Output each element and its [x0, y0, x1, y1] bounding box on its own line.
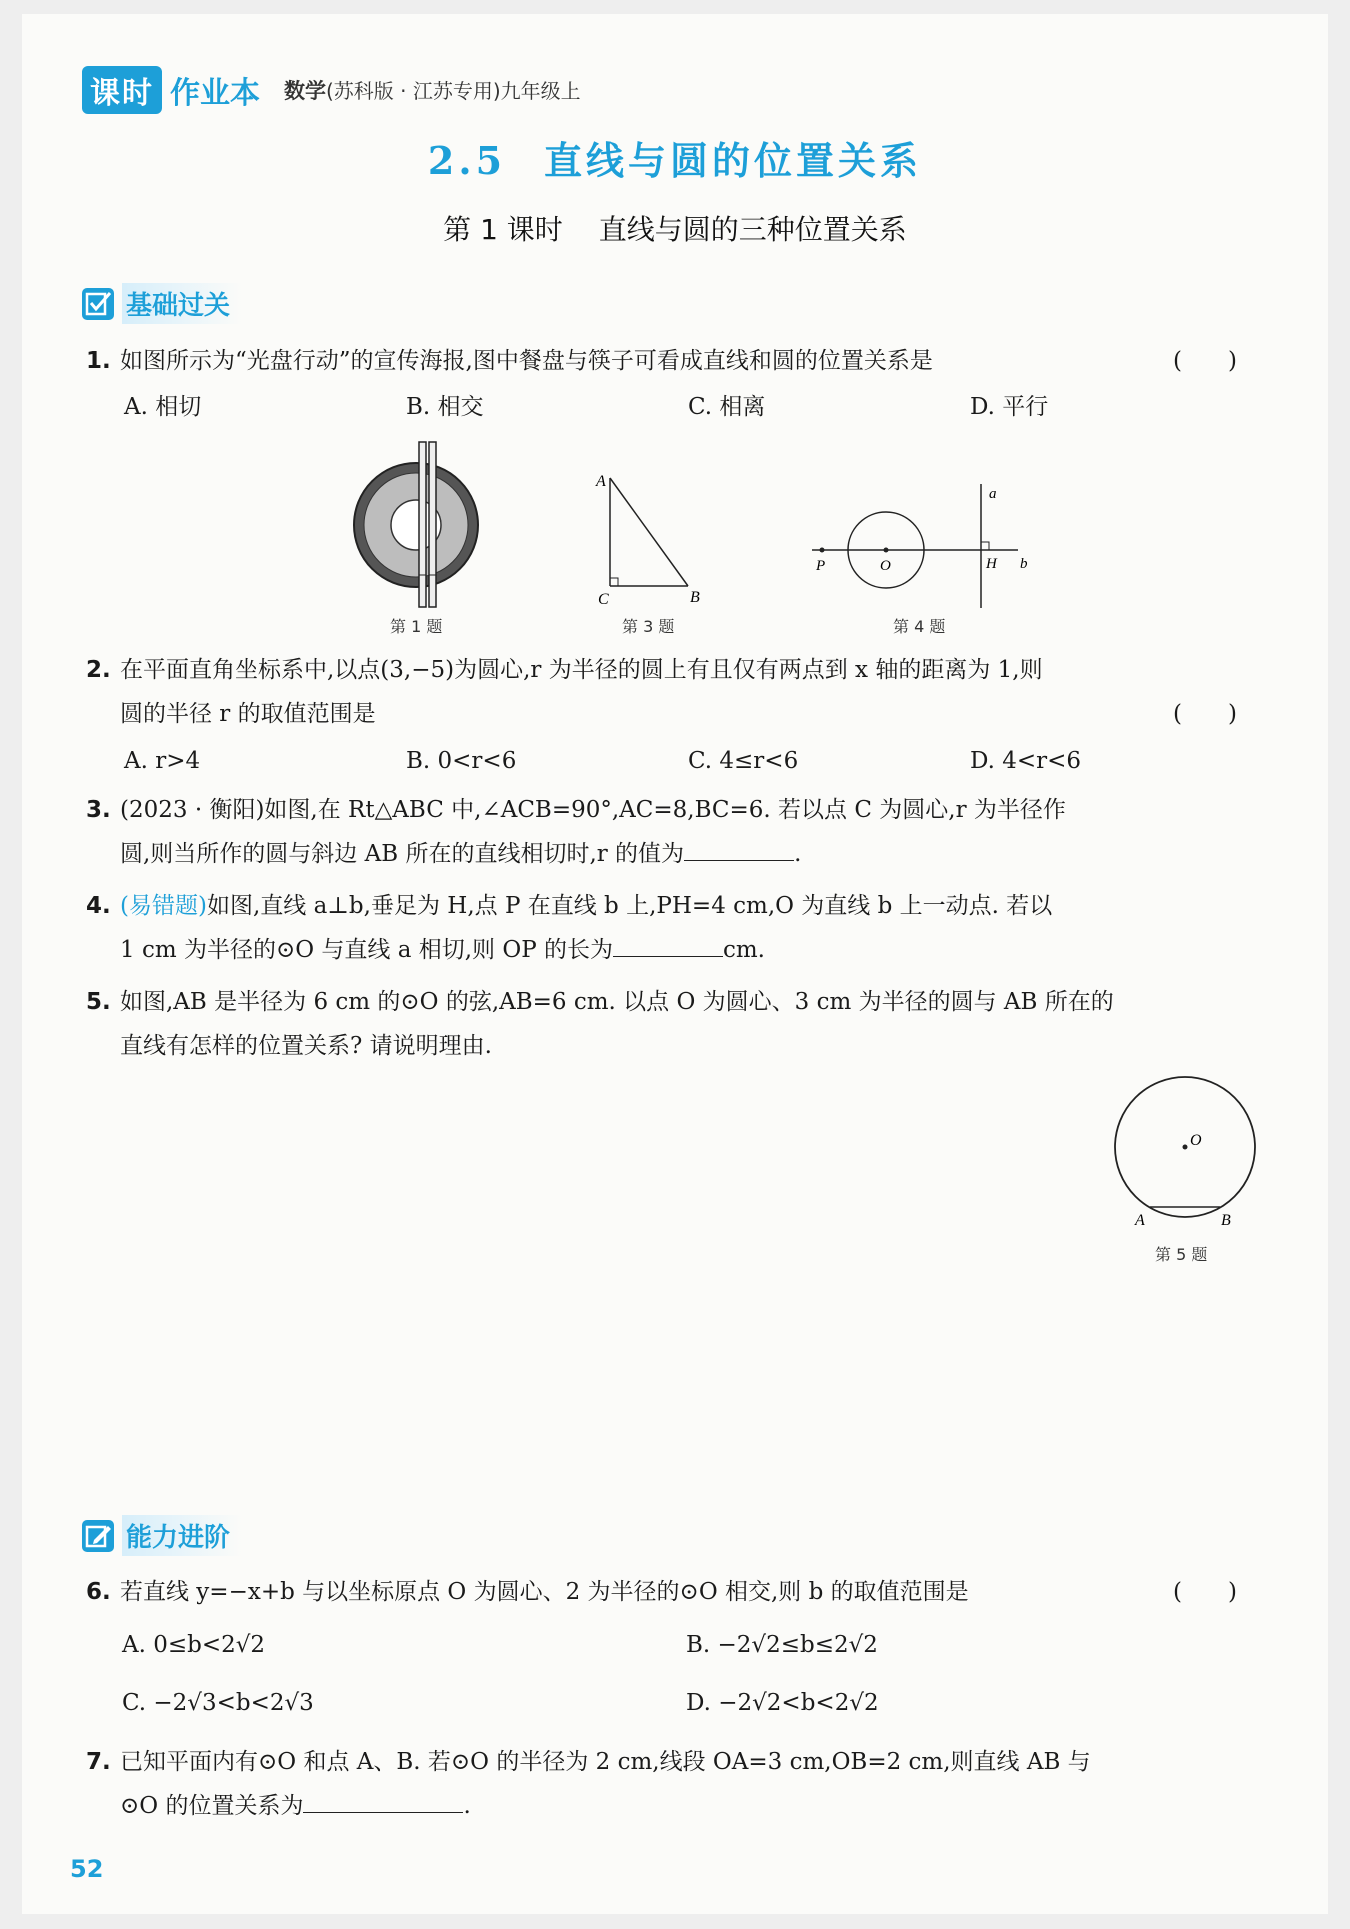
answer-blank[interactable] [684, 838, 794, 861]
question-number: 7. [86, 1749, 111, 1775]
label-c: C [598, 591, 609, 608]
section-name: 直线与圆的位置关系 [544, 138, 923, 183]
section-number: 2.5 [427, 138, 507, 183]
label-a: a [989, 486, 997, 502]
book-info [284, 75, 581, 105]
label-a: A [1135, 1212, 1145, 1229]
part-advanced-label: 能力进阶 [122, 1515, 242, 1556]
question-text-line2: 圆的半径 r 的取值范围是 [120, 701, 376, 727]
question-text-line1: 如图,直线 a⊥b,垂足为 H,点 P 在直线 b 上,PH=4 cm,O 为直线 b 上一动点. 若以 [206, 893, 1053, 919]
question-number: 4. [86, 893, 111, 919]
question-text: 若直线 y=−x+b 与以坐标原点 O 为圆心、2 为半径的⊙O 相交,则 b 的取值范围是 [120, 1579, 969, 1605]
question-number: 1. [86, 348, 111, 374]
label-p: P [816, 558, 826, 574]
question-text-line1: (2023 · 衡阳)如图,在 Rt△ABC 中,∠ACB=90°,AC=8,BC=6. 若以点 C 为圆心,r 为半径作 [120, 797, 1066, 823]
part-advanced-header [82, 1515, 242, 1556]
question-text-line2: ⊙O 的位置关系为 [120, 1793, 304, 1819]
option-d: D. 4<r<6 [970, 748, 1082, 774]
error-prone-tag: (易错题) [120, 893, 207, 919]
figure-1-plate [350, 440, 490, 610]
question-3 [86, 788, 1286, 876]
question-1 [86, 339, 1266, 383]
answer-blank[interactable] [303, 1790, 463, 1813]
brand-name: 作业本 [170, 76, 260, 111]
question-number: 5. [86, 989, 111, 1015]
lesson-number: 第 1 课时 [443, 213, 563, 246]
figure-3-triangle [590, 468, 720, 618]
lesson-name: 直线与圆的三种位置关系 [598, 213, 907, 246]
option-a: A. r>4 [124, 748, 201, 774]
option-b: B. −2√2≤b≤2√2 [686, 1632, 878, 1658]
question-5 [86, 980, 1286, 1068]
option-a: A. 0≤b<2√2 [122, 1632, 266, 1658]
option-d: D. −2√2<b<2√2 [686, 1690, 879, 1716]
question-text-line2: 1 cm 为半径的⊙O 与直线 a 相切,则 OP 的长为 [120, 937, 613, 963]
option-c: C. 相离 [688, 394, 766, 420]
question-text-end: . [794, 841, 802, 867]
answer-bracket: ( ) [1173, 348, 1237, 374]
label-o: O [880, 558, 891, 574]
figure-5-circle [1105, 1075, 1265, 1235]
label-b: B [1221, 1212, 1231, 1229]
pencil-icon [82, 1520, 114, 1552]
question-text-end: . [463, 1793, 471, 1819]
page-number: 52 [70, 1855, 104, 1883]
question-number: 3. [86, 797, 111, 823]
figure-4-caption: 第 4 题 [893, 617, 946, 636]
question-text-line1: 如图,AB 是半径为 6 cm 的⊙O 的弦,AB=6 cm. 以点 O 为圆心、3 cm 为半径的圆与 AB 所在的 [120, 989, 1114, 1015]
answer-bracket: ( ) [1173, 1579, 1237, 1605]
label-o: O [1190, 1132, 1202, 1149]
question-text-line2: 直线有怎样的位置关系? 请说明理由. [120, 1033, 492, 1059]
figure-3-caption: 第 3 题 [622, 617, 675, 636]
brand-logo: 课时 [82, 66, 162, 114]
label-h: H [986, 556, 997, 572]
question-7 [86, 1740, 1286, 1828]
book-header [82, 66, 581, 114]
answer-blank[interactable] [613, 934, 723, 957]
part-basic-header [82, 283, 242, 324]
question-text-line1: 在平面直角坐标系中,以点(3,−5)为圆心,r 为半径的圆上有且仅有两点到 x 轴的距离为 1,则 [120, 657, 1043, 683]
question-2 [86, 648, 1266, 736]
question-text-line1: 已知平面内有⊙O 和点 A、B. 若⊙O 的半径为 2 cm,线段 OA=3 cm,OB=2 cm,则直线 AB 与 [120, 1749, 1091, 1775]
option-c: C. 4≤r<6 [688, 748, 799, 774]
checkmark-icon [82, 288, 114, 320]
question-number: 6. [86, 1579, 111, 1605]
part-basic-label: 基础过关 [122, 283, 242, 324]
question-text: 如图所示为“光盘行动”的宣传海报,图中餐盘与筷子可看成直线和圆的位置关系是 [120, 348, 933, 374]
question-number: 2. [86, 657, 111, 683]
question-4 [86, 884, 1286, 972]
option-d: D. 平行 [970, 394, 1049, 420]
label-b: b [1020, 556, 1028, 572]
figure-5-caption: 第 5 题 [1155, 1245, 1208, 1264]
section-title [0, 130, 1350, 185]
question-6 [86, 1570, 1266, 1614]
figure-1-caption: 第 1 题 [390, 617, 443, 636]
option-b: B. 相交 [406, 394, 484, 420]
lesson-title [0, 208, 1350, 248]
option-c: C. −2√3<b<2√3 [122, 1690, 314, 1716]
edition: (苏科版 · 江苏专用)九年级上 [326, 79, 581, 103]
label-a: A [596, 473, 606, 490]
answer-bracket: ( ) [1173, 701, 1237, 727]
question-text-line2: 圆,则当所作的圆与斜边 AB 所在的直线相切时,r 的值为 [120, 841, 685, 867]
option-a: A. 相切 [124, 394, 202, 420]
subject: 数学 [284, 79, 326, 103]
label-b: B [690, 589, 700, 606]
option-b: B. 0<r<6 [406, 748, 517, 774]
question-text-end: cm. [722, 937, 765, 963]
figure-4-lines [808, 478, 1038, 608]
